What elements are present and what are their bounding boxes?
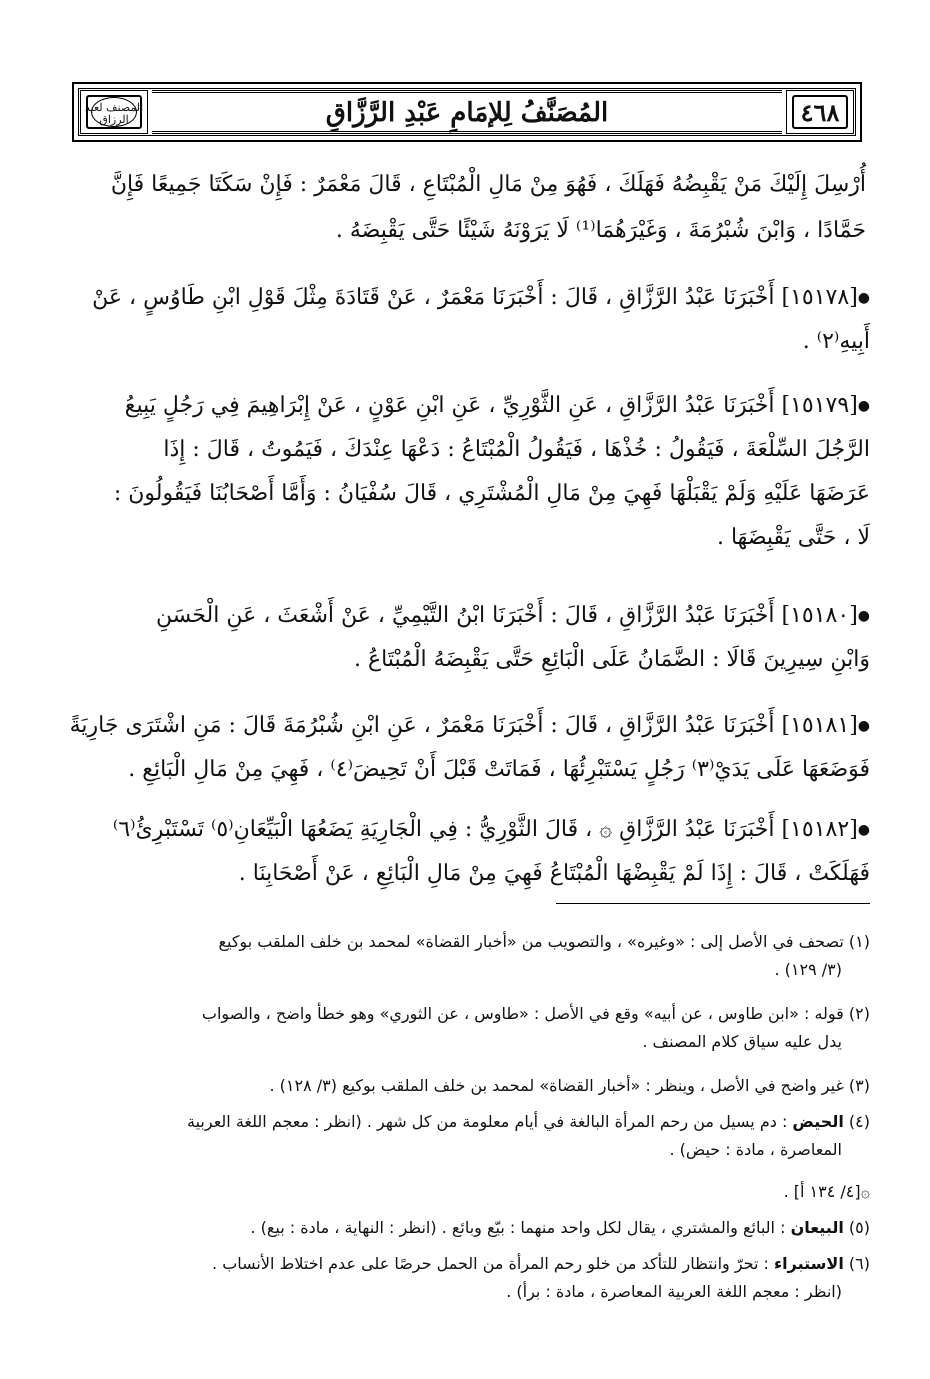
logo-ornament — [80, 90, 148, 134]
footnote-mark: (١) — [848, 932, 870, 951]
entry-text: الرَّجُلَ السِّلْعَةَ ، فَيَقُولُ : خُذْهَا ، فَيَقُولُ الْمُبْتَاعُ : دَعْهَا عِنْدَكَ ، فَيَمُوتُ ، قَالَ : إِذَا — [163, 437, 870, 462]
entry-number: [١٥١٨١] — [781, 713, 858, 738]
footnote-text: يدل عليه سياق كلام المصنف . — [642, 1032, 842, 1051]
footnote-text: (انظر : معجم اللغة العربية المعاصرة ، مادة : برأ) . — [506, 1282, 842, 1301]
footnote-text: : البائع والمشتري ، يقال لكل واحد منهما : بيّع وبائع . (انظر : النهاية ، مادة : بيع) . — [250, 1218, 786, 1237]
footnote-text: : تحرّ وانتظار للتأكد من خلو رحم المرأة من الحمل حرصًا على عدم اختلاط الأنساب . — [212, 1254, 769, 1273]
hadith-entry — [66, 594, 870, 682]
footnote — [66, 928, 870, 984]
page-header — [72, 82, 862, 142]
footnote — [66, 1108, 870, 1164]
footnote-mark: (٣) — [848, 1076, 870, 1095]
running-title: المُصَنَّفُ لِلإمَامِ عَبْدِ الرَّزَّاقِ — [325, 98, 609, 128]
entry-text: فَوَضَعَهَا عَلَى يَدَيْ⁽٣⁾ رَجُلٍ يَسْتَبْرِئُهَا ، فَمَاتَتْ قَبْلَ أَنْ تَحِيضَ⁽٤⁾ ، فَهِيَ مِنْ مَالِ الْبَائِعِ . — [128, 757, 870, 782]
footnote-separator — [556, 903, 870, 904]
entry-text: أَخْبَرَنَا عَبْدُ الرَّزَّاقِ ، قَالَ : أَخْبَرَنَا مَعْمَرٌ ، عَنْ قَتَادَةَ مِثْلَ قَوْلِ ابْنِ طَاوُسٍ ، عَنْ — [92, 285, 775, 310]
footnote-term: الحيض — [792, 1112, 844, 1131]
bullet-icon: ● — [857, 608, 870, 624]
footnote-mark: (٢) — [848, 1004, 870, 1023]
footnote-text: [٤/ ١٣٤ أ] . — [783, 1182, 861, 1201]
entry-number: [١٥١٧٨] — [781, 285, 858, 310]
entry-number: [١٥١٧٩] — [781, 393, 858, 418]
entry-text: لَا ، حَتَّى يَقْبِضَهَا . — [716, 525, 870, 550]
entry-text: وَابْنِ سِيرِينَ قَالَا : الضَّمَانُ عَلَى الْبَائِعِ حَتَّى يَقْبِضَهُ الْمُبْتَاعُ . — [354, 647, 870, 672]
page-number: ٤٦٨ — [800, 98, 840, 127]
entry-text: أَبِيهِ⁽٢⁾ . — [802, 329, 870, 354]
footnote — [66, 1000, 870, 1056]
footnote-text: (٣/ ١٢٩) . — [774, 960, 842, 979]
footnote-mark: (٦) — [848, 1254, 870, 1273]
text-line: حَمَّادًا ، وَابْنَ شُبْرُمَةَ ، وَغَيْرَهُمَا⁽¹⁾ لَا يَرَوْنَهُ شَيْئًا حَتَّى يَقْبِضَهُ . — [335, 218, 866, 243]
logo-text: المصنف لعبد الرزاق — [84, 101, 144, 126]
footnote-mark: (٥) — [848, 1218, 870, 1237]
footnote-text: المعاصرة ، مادة : حيض) . — [669, 1140, 842, 1159]
bullet-icon: ● — [857, 822, 870, 838]
folio-marker-icon: ۞ — [860, 1182, 870, 1201]
entry-text: فَهَلَكَتْ ، قَالَ : إِذَا لَمْ يَقْبِضْهَا الْمُبْتَاعُ فَهِيَ مِنْ مَالِ الْبَائِعِ ، عَنْ أَصْحَابِنَا . — [238, 861, 870, 886]
text-line: أُرْسِلَ إِلَيْكَ مَنْ يَقْبِضُهُ فَهَلَكَ ، فَهُوَ مِنْ مَالِ الْمُبْتَاعِ ، قَالَ مَعْمَرٌ : فَإِنْ سَكَتَا جَمِيعًا فَإِنَّ — [110, 172, 866, 197]
footnote — [66, 1214, 870, 1242]
bullet-icon: ● — [857, 398, 870, 414]
entry-number: [١٥١٨٢] — [781, 817, 858, 842]
bullet-icon: ● — [857, 718, 870, 734]
hadith-entry — [66, 276, 870, 364]
entry-text: عَرَضَهَا عَلَيْهِ وَلَمْ يَقْبَلْهَا فَهِيَ مِنْ مَالِ الْمُشْتَرِي ، قَالَ سُفْيَانُ : وَأَمَّا أَصْحَابُنَا فَيَقُولُونَ : — [113, 481, 870, 506]
bullet-icon: ● — [857, 290, 870, 306]
entry-text: أَخْبَرَنَا عَبْدُ الرَّزَّاقِ ، قَالَ : أَخْبَرَنَا مَعْمَرٌ ، عَنِ ابْنِ شُبْرُمَةَ قَالَ : مَنِ اشْتَرَى جَارِيَةً — [69, 713, 775, 738]
hadith-entry — [66, 808, 870, 896]
footnote — [66, 1178, 870, 1206]
entry-text: أَخْبَرَنَا عَبْدُ الرَّزَّاقِ ، قَالَ : أَخْبَرَنَا ابْنُ التَّيْمِيِّ ، عَنْ أَشْعَثَ ، عَنِ الْحَسَنِ — [155, 603, 775, 628]
footnote-text: قوله : «ابن طاوس ، عن أبيه» وقع في الأصل : «طاوس ، عن الثوري» وهو خطأ واضح ، والصواب — [201, 1004, 844, 1023]
footnote-term: البيعان — [790, 1218, 844, 1237]
footnote — [66, 1072, 870, 1100]
footnote-text: : دم يسيل من رحم المرأة البالغة في أيام معلومة من كل شهر . (انظر : معجم اللغة العربية — [187, 1112, 788, 1131]
footnote-text: تصحف في الأصل إلى : «وغيره» ، والتصويب من «أخبار القضاة» لمحمد بن خلف الملقب بوكيع — [218, 932, 844, 951]
entry-text: أَخْبَرَنَا عَبْدُ الرَّزَّاقِ ۞ ، قَالَ الثَّوْرِيُّ : فِي الْجَارِيَةِ يَضَعُهَا الْبَيِّعَانِ⁽٥⁾ تَسْتَبْرِئُ⁽٦⁾ — [112, 817, 775, 842]
hadith-entry — [66, 384, 870, 560]
continuation-text — [66, 162, 866, 254]
footnote-text: غير واضح في الأصل ، وينظر : «أخبار القضاة» لمحمد بن خلف الملقب بوكيع (٣/ ١٢٨) . — [269, 1076, 844, 1095]
entry-number: [١٥١٨٠] — [781, 603, 858, 628]
page-number-ornament — [786, 90, 854, 134]
footnote-mark: (٤) — [848, 1112, 870, 1131]
footnote-term: الاستبراء — [774, 1254, 844, 1273]
hadith-entry — [66, 704, 870, 792]
footnote — [66, 1250, 870, 1306]
entry-text: أَخْبَرَنَا عَبْدُ الرَّزَّاقِ ، عَنِ الثَّوْرِيِّ ، عَنِ ابْنِ عَوْنٍ ، عَنْ إِبْرَاهِيمَ فِي رَجُلٍ يَبِيعُ — [124, 393, 775, 418]
